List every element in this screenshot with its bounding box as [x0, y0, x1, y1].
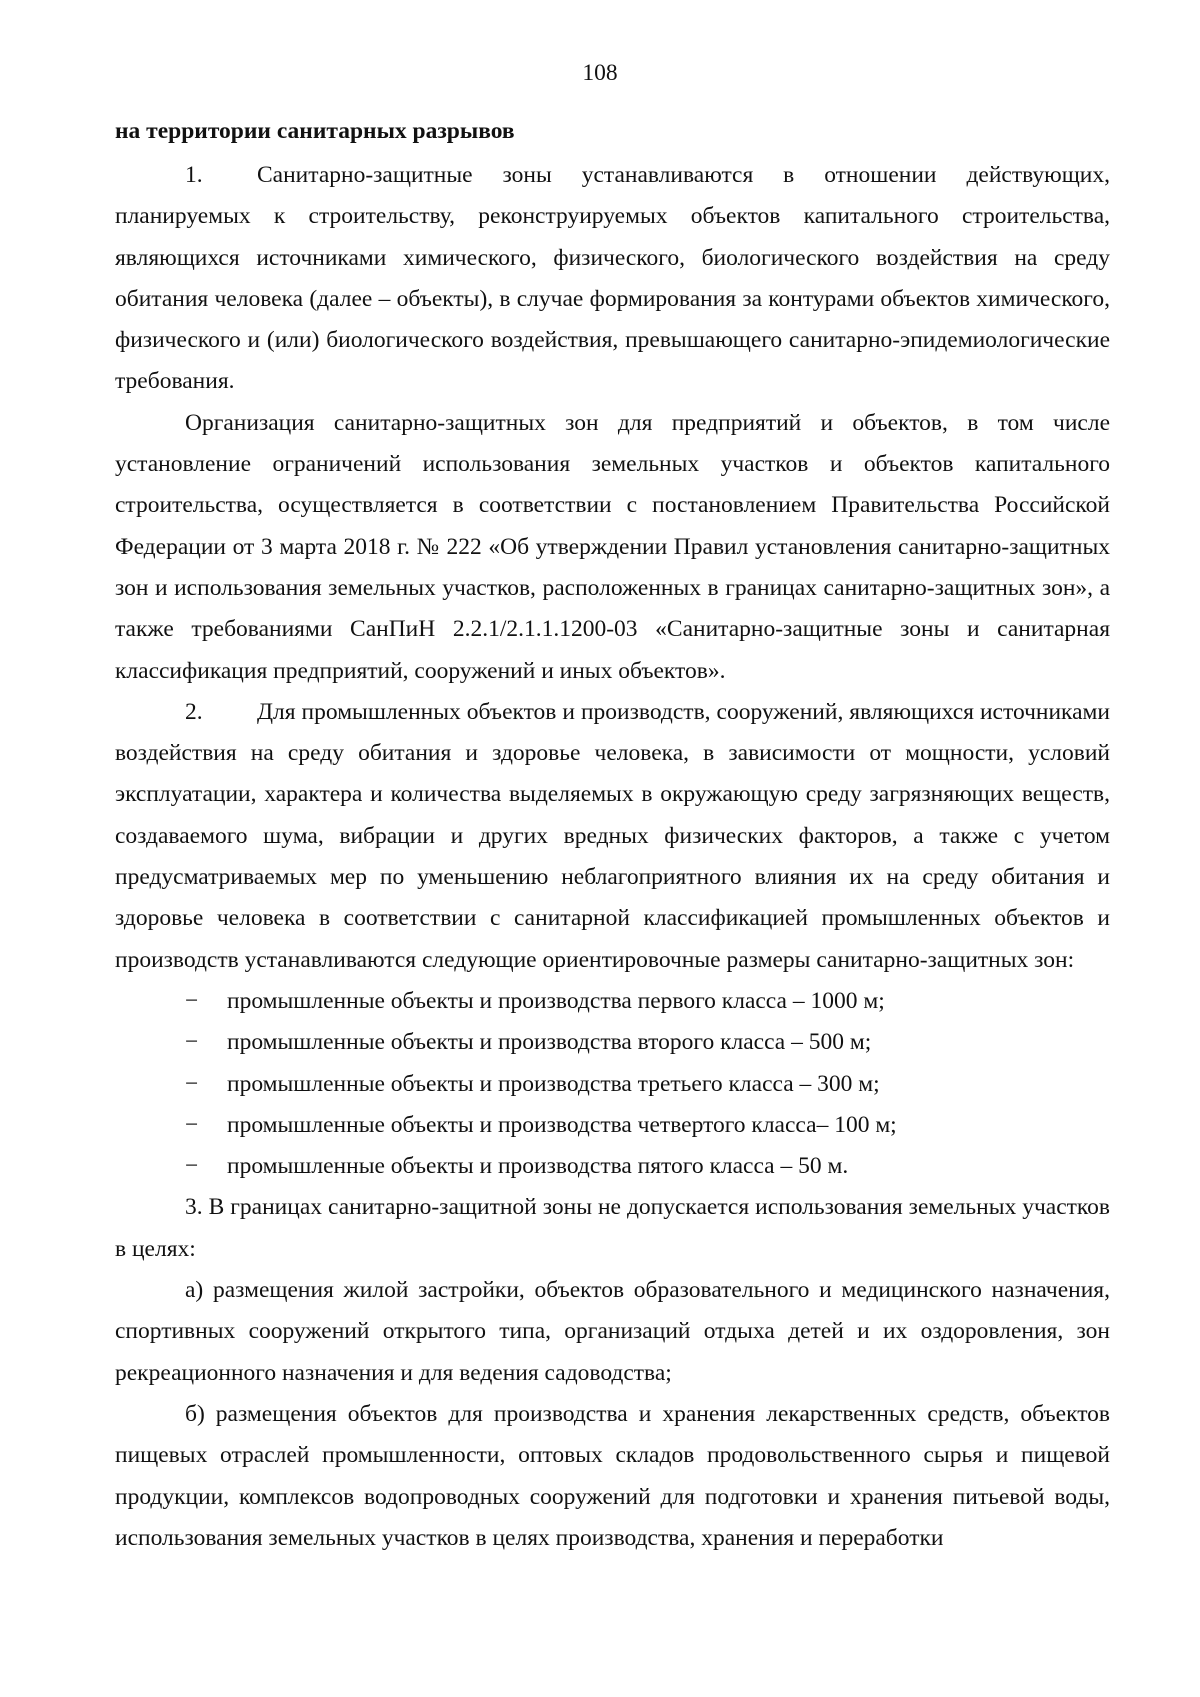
list-dash: −	[185, 1111, 199, 1138]
page-number: 108	[582, 60, 618, 86]
list-item	[115, 1022, 1110, 1063]
list-item-text: промышленные объекты и производства пятого класса – 50 м.	[227, 1153, 849, 1180]
zone-size-list	[115, 981, 1110, 1187]
list-item	[115, 981, 1110, 1022]
paragraph-2	[115, 692, 1110, 981]
section-heading: на территории санитарных разрывов	[115, 118, 515, 144]
paragraph-1	[115, 155, 1110, 403]
paragraph-3: 3. В границах санитарно-защитной зоны не допускается использования земельных участков в целях:	[115, 1194, 1110, 1262]
list-dash: −	[185, 1070, 199, 1097]
list-item-text: промышленные объекты и производства четвертого класса– 100 м;	[227, 1111, 897, 1138]
list-dash: −	[185, 987, 199, 1014]
list-item	[115, 1105, 1110, 1146]
list-item	[115, 1064, 1110, 1105]
list-item-text: промышленные объекты и производства второго класса – 500 м;	[227, 1029, 872, 1056]
list-dash: −	[185, 1029, 199, 1056]
document-body	[115, 116, 1110, 1559]
paragraph-3b: б) размещения объектов для производства и хранения лекарственных средств, объектов пищевых отраслей промышленности, оптовых складов продовольственного сырья и пищевой продукции, комплексов водопроводных сооружений для подготовки и хранения питьевой воды, использования земельных участков в целях производства, хранения и переработки	[115, 1400, 1110, 1551]
paragraph-text: Санитарно-защитные зоны устанавливаются в отношении действующих, планируемых к строительству, реконструируемых объектов капитального строительства, являющихся источниками химического, физического, биологического воздействия на среду обитания человека (далее – объекты), в случае формирования за контурами объектов химического, физического и (или) биологического воздействия, превышающего санитарно-эпидемиологические требования.	[115, 162, 1110, 395]
list-dash: −	[185, 1153, 199, 1180]
paragraph-number: 1.	[185, 162, 203, 188]
list-item-text: промышленные объекты и производства первого класса – 1000 м;	[227, 987, 885, 1014]
list-item-text: промышленные объекты и производства третьего класса – 300 м;	[227, 1070, 880, 1097]
paragraph-organization	[115, 403, 1110, 692]
list-item	[115, 1146, 1110, 1187]
paragraph-text: Для промышленных объектов и производств, сооружений, являющихся источниками воздействия на среду обитания и здоровье человека, в зависимости от мощности, условий эксплуатации, характера и количества выделяемых в окружающую среду загрязняющих веществ, создаваемого шума, вибрации и других вредных физических факторов, а также с учетом предусматриваемых мер по уменьшению неблагоприятного влияния их на среду обитания и здоровье человека в соответствии с санитарной классификацией промышленных объектов и производств устанавливаются следующие ориентировочные размеры санитарно-защитных зон:	[115, 698, 1110, 973]
paragraph-number: 2.	[185, 698, 203, 725]
paragraph-text: Организация санитарно-защитных зон для предприятий и объектов, в том числе установление ограничений использования земельных участков и объектов капитального строительства, осуществляется в соответствии с постановлением Правительства Российской Федерации от 3 марта 2018 г. № 222 «Об утверждении Правил установления санитарно-защитных зон и использования земельных участков, расположенных в границах санитарно-защитных зон», а также требованиями СанПиН 2.2.1/2.1.1.1200-03 «Санитарно-защитные зоны и санитарная классификация предприятий, сооружений и иных объектов».	[115, 409, 1110, 684]
paragraph-3a: а) размещения жилой застройки, объектов образовательного и медицинского назначения, спортивных сооружений открытого типа, организаций отдыха детей и их оздоровления, зон рекреационного назначения и для ведения садоводства;	[115, 1277, 1110, 1386]
